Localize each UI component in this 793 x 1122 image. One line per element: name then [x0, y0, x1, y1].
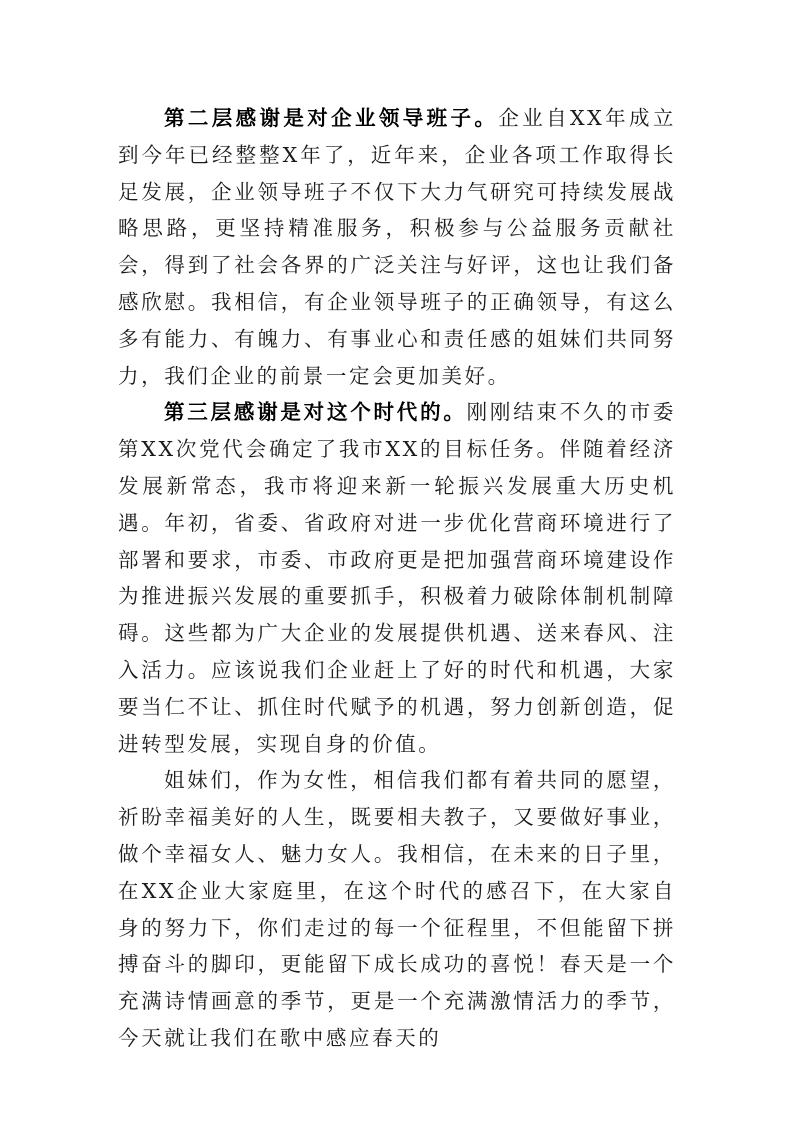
paragraph-body: 刚刚结束不久的市委第XX次党代会确定了我市XX的目标任务。伴随着经济发展新常态，我市将迎来新一轮振兴发展重大历史机遇。年初，省委、省政府对进一步优化营商环境进行了部署和要求，市委、市政府更是把加强营商环境建设作为推进振兴发展的重要抓手，积极着力破除体制机制障碍。这些都为广大企业的发展提供机遇、送来春风、注入活力。应该说我们企业赶上了好的时代和机遇，大家要当仁不让、抓住时代赋予的机遇，努力创新创造，促进转型发展，实现自身的价值。 [118, 400, 676, 756]
paragraph-body: 企业自XX年成立到今年已经整整X年了，近年来，企业各项工作取得长足发展，企业领导班子不仅下大力气研究可持续发展战略思路，更坚持精准服务，积极参与公益服务贡献社会，得到了社会各界的广泛关注与好评，这也让我们备感欣慰。我相信，有企业领导班子的正确领导，有这么多有能力、有魄力、有事业心和责任感的姐妹们共同努力，我们企业的前景一定会更加美好。 [118, 106, 676, 388]
paragraph-sisters-address [118, 762, 676, 1056]
paragraph-thanks-leadership [118, 100, 676, 394]
paragraph-body: 姐妹们，作为女性，相信我们都有着共同的愿望，祈盼幸福美好的人生，既要相夫教子，又要做好事业，做个幸福女人、魅力女人。我相信，在未来的日子里，在XX企业大家庭里，在这个时代的感召下，在大家自身的努力下，你们走过的每一个征程里，不但能留下拼搏奋斗的脚印，更能留下成长成功的喜悦！春天是一个充满诗情画意的季节，更是一个充满激情活力的季节，今天就让我们在歌中感应春天的 [118, 768, 676, 1050]
paragraph-lead-heading: 第二层感谢是对企业领导班子。 [164, 106, 499, 130]
paragraph-lead-heading: 第三层感谢是对这个时代的。 [164, 400, 467, 425]
paragraph-thanks-era [118, 394, 676, 762]
document-page [118, 100, 676, 1057]
